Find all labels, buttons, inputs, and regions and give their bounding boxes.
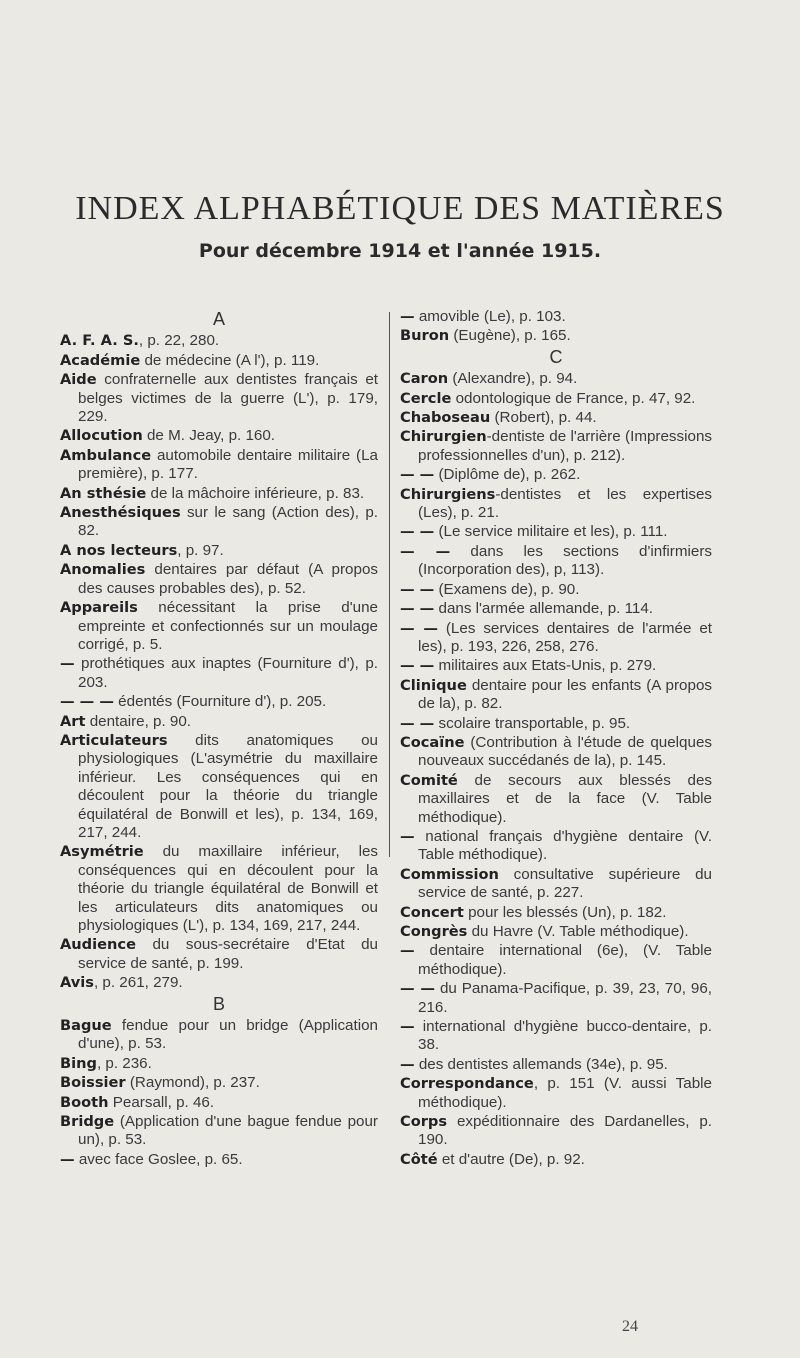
entry-text: (Robert), p. 44. xyxy=(490,409,597,427)
index-entry xyxy=(60,1074,378,1092)
entry-text: dits anatomiques ou physiologiques (L'asymétrie du maxillaire inférieur. Les conséquences qui en découlent pour la théorie du triangle équilatéral de Bonwill et les), p. 134, 169, 217, 244. xyxy=(78,731,378,841)
index-entry xyxy=(400,1018,712,1055)
entry-text: (Raymond), p. 237. xyxy=(125,1074,260,1092)
entry-heading: — xyxy=(400,1018,415,1036)
entry-text: scolaire transportable, p. 95. xyxy=(434,714,631,732)
entry-text: (Contribution à l'étude de quelques nouveaux succédanés de la), p. 145. xyxy=(418,733,712,770)
section-letter: A xyxy=(212,309,225,329)
entry-heading: — — xyxy=(400,600,435,618)
index-entry xyxy=(400,980,712,1017)
entry-heading: — — xyxy=(400,580,435,598)
entry-text: expéditionnaire des Dardanelles, p. 190. xyxy=(418,1113,712,1149)
entry-heading: Ambulance xyxy=(60,446,152,464)
index-entry xyxy=(400,1075,712,1112)
entry-heading: Aide xyxy=(60,371,97,389)
entry-text: des dentistes allemands (34e), p. 95. xyxy=(414,1055,668,1073)
index-entry xyxy=(60,561,378,598)
entry-text: (Les services dentaires de l'armée et les), p. 193, 226, 258, 276. xyxy=(418,619,713,655)
entry-text: dans l'armée allemande, p. 114. xyxy=(434,600,654,618)
entry-text: pour les blessés (Un), p. 182. xyxy=(463,903,667,921)
entry-text: , p. 97. xyxy=(177,541,224,559)
section-letter: C xyxy=(549,346,563,367)
page-subtitle: Pour décembre 1914 et l'année 1915. xyxy=(198,240,602,262)
entry-heading: — — — xyxy=(60,693,114,711)
entry-heading: Audience xyxy=(60,936,136,954)
entry-text: sur le sang (Action des), p. 82. xyxy=(78,504,378,540)
index-entry xyxy=(60,843,378,935)
entry-heading: Cercle xyxy=(400,389,452,407)
entry-heading: Côté xyxy=(400,1150,438,1168)
entry-text: national français d'hygiène dentaire (V. Table méthodique). xyxy=(414,827,712,864)
index-entry xyxy=(60,732,378,842)
entry-text: édentés (Fourniture d'), p. 205. xyxy=(113,693,327,711)
entry-heading: Bridge xyxy=(60,1113,115,1131)
entry-text: dentaires par défaut (A propos des causes probables des), p. 52. xyxy=(78,561,378,597)
index-entry xyxy=(400,1056,712,1074)
entry-heading: — xyxy=(400,1055,415,1073)
index-entry xyxy=(60,1113,378,1150)
entry-heading: — xyxy=(60,1150,75,1168)
entry-text: de secours aux blessés des maxillaires et de la face (V. Table méthodique). xyxy=(418,771,712,826)
entry-heading: Caron xyxy=(400,370,449,388)
entry-text: -dentiste de l'arrière (Impressions professionnelles d'un), p. 212). xyxy=(418,428,712,464)
entry-heading: Comité xyxy=(400,771,458,789)
index-entry xyxy=(60,1017,378,1054)
index-entry xyxy=(400,923,712,941)
index-entry xyxy=(400,866,712,903)
section-letter: B xyxy=(212,993,225,1014)
entry-text: fendue pour un bridge (Application d'une), p. 53. xyxy=(78,1017,378,1053)
entry-heading: A. F. A. S. xyxy=(60,332,139,350)
entry-heading: — — xyxy=(400,714,435,732)
entry-heading: Anesthésiques xyxy=(60,504,181,522)
entry-heading: Anomalies xyxy=(60,561,146,579)
index-entry xyxy=(400,581,712,599)
entry-heading: — — xyxy=(400,619,438,637)
index-entry xyxy=(400,828,712,865)
entry-text: Pearsall, p. 46. xyxy=(108,1093,215,1111)
entry-text: de M. Jeay, p. 160. xyxy=(142,427,276,445)
entry-text: dans les sections d'infirmiers (Incorporation des), p, 113). xyxy=(418,542,712,579)
entry-text: amovible (Le), p. 103. xyxy=(414,308,566,325)
index-entry xyxy=(60,974,378,992)
entry-text: dentaire international (6e), (V. Table méthodique). xyxy=(414,942,712,978)
entry-heading: — — xyxy=(400,657,435,675)
index-entry xyxy=(60,427,378,445)
entry-text: dentaire pour les enfants (A propos de la), p. 82. xyxy=(418,676,712,713)
index-entry xyxy=(60,655,378,692)
entry-heading: — — xyxy=(400,466,435,484)
entry-text: , p. 236. xyxy=(96,1054,152,1072)
entry-heading: Corps xyxy=(400,1113,448,1131)
entry-heading: Booth xyxy=(60,1093,109,1111)
entry-heading: — — xyxy=(400,523,435,541)
entry-text: de médecine (A l'), p. 119. xyxy=(140,351,320,369)
entry-heading: — xyxy=(60,655,75,673)
index-entry xyxy=(60,1055,378,1073)
index-column-left xyxy=(60,308,378,1170)
index-entry xyxy=(400,327,712,345)
entry-heading: Articulateurs xyxy=(60,731,168,749)
entry-heading: — xyxy=(400,942,415,960)
entry-heading: Avis xyxy=(60,974,94,992)
entry-heading: Commission xyxy=(400,865,499,883)
index-entry xyxy=(400,486,712,523)
entry-heading: Cocaïne xyxy=(400,733,465,751)
entry-heading: An sthésie xyxy=(60,484,147,502)
index-column-right xyxy=(400,308,712,1170)
index-entry xyxy=(400,942,712,979)
entry-text: (Eugène), p. 165. xyxy=(449,327,571,345)
entry-text: , p. 261, 279. xyxy=(93,974,183,992)
entry-heading: — — xyxy=(400,542,451,560)
entry-text: du maxillaire inférieur, les conséquences qui en découlent pour la théorie du triangle équilatéral de Bonwill et les articulateurs dits anatomiques ou physiologiques (L'), p. 134, 169, 217, 244. xyxy=(78,843,378,934)
entry-text: , p. 22, 280. xyxy=(138,332,220,350)
entry-text: et d'autre (De), p. 92. xyxy=(437,1150,585,1168)
entry-text: (Examens de), p. 90. xyxy=(434,580,580,598)
entry-heading: Chaboseau xyxy=(400,409,491,427)
index-entry xyxy=(60,713,378,731)
index-entry xyxy=(400,734,712,771)
entry-text: confraternelle aux dentistes français et belges victimes de la guerre (L'), p. 179, 229. xyxy=(78,371,378,426)
index-entry xyxy=(400,543,712,580)
entry-text: consultative supérieure du service de santé, p. 227. xyxy=(418,865,712,902)
index-entry xyxy=(400,657,712,675)
index-entry xyxy=(400,370,712,388)
entry-text: nécessitant la prise d'une empreinte et confectionnés sur un moulage corrigé, p. 5. xyxy=(78,599,378,653)
index-entry xyxy=(60,542,378,560)
index-entry xyxy=(400,600,712,618)
index-entry xyxy=(400,772,712,827)
index-entry xyxy=(60,352,378,370)
index-entry xyxy=(60,599,378,654)
page-title: INDEX ALPHABÉTIQUE DES MATIÈRES xyxy=(75,190,725,227)
index-entry xyxy=(400,390,712,408)
index-entry xyxy=(400,620,712,657)
index-entry xyxy=(400,904,712,922)
entry-heading: — xyxy=(400,827,415,845)
entry-heading: Asymétrie xyxy=(60,843,144,861)
index-entry xyxy=(400,1151,712,1169)
entry-text: du Panama-Pacifique, p. 39, 23, 70, 96, 216. xyxy=(418,980,712,1016)
entry-text: (Application d'une bague fendue pour un), p. 53. xyxy=(78,1113,378,1149)
entry-heading: Appareils xyxy=(60,599,138,617)
index-entry xyxy=(400,428,712,465)
entry-heading: Correspondance xyxy=(400,1075,534,1093)
index-entry xyxy=(400,1113,712,1150)
entry-text: de la mâchoire inférieure, p. 83. xyxy=(146,484,365,502)
index-entry xyxy=(60,485,378,503)
index-entry xyxy=(60,1151,378,1169)
entry-text: dentaire, p. 90. xyxy=(85,712,192,730)
index-entry xyxy=(60,504,378,541)
entry-heading: — — xyxy=(400,980,435,998)
index-entry xyxy=(400,523,712,541)
entry-text: avec face Goslee, p. 65. xyxy=(74,1150,243,1168)
entry-text: (Alexandre), p. 94. xyxy=(448,370,578,388)
index-entry xyxy=(60,332,378,350)
entry-text: (Diplôme de), p. 262. xyxy=(434,466,581,484)
entry-heading: Bague xyxy=(60,1017,112,1035)
index-entry xyxy=(400,308,712,326)
entry-heading: Allocution xyxy=(60,427,143,445)
entry-text: -dentistes et les expertises (Les), p. 21. xyxy=(418,485,712,522)
entry-text: odontologique de France, p. 47, 92. xyxy=(451,389,696,407)
entry-heading: Buron xyxy=(400,327,450,345)
entry-heading: — xyxy=(400,308,415,325)
column-divider xyxy=(389,312,390,857)
entry-text: , p. 151 (V. aussi Table méthodique). xyxy=(418,1075,712,1111)
entry-heading: Académie xyxy=(60,351,141,369)
entry-text: du sous-secrétaire d'Etat du service de santé, p. 199. xyxy=(78,936,378,972)
entry-text: prothétiques aux inaptes (Fourniture d'), p. 203. xyxy=(74,655,378,691)
entry-text: international d'hygiène bucco-dentaire, p. 38. xyxy=(414,1018,712,1054)
entry-text: (Le service militaire et les), p. 111. xyxy=(434,523,668,541)
entry-text: automobile dentaire militaire (La première), p. 177. xyxy=(78,446,378,483)
entry-heading: Clinique xyxy=(400,676,467,694)
page-number: 24 xyxy=(622,1318,638,1335)
index-entry xyxy=(60,693,378,711)
index-entry xyxy=(60,936,378,973)
entry-heading: Congrès xyxy=(400,923,468,940)
entry-heading: Concert xyxy=(400,903,464,921)
index-entry xyxy=(60,1094,378,1112)
entry-heading: Bing xyxy=(60,1054,97,1072)
entry-heading: A nos lecteurs xyxy=(60,541,178,559)
index-entry xyxy=(400,466,712,484)
index-entry xyxy=(60,371,378,426)
entry-heading: Chirurgiens xyxy=(400,485,496,503)
index-entry xyxy=(400,677,712,714)
entry-heading: Art xyxy=(60,712,86,730)
entry-text: militaires aux Etats-Unis, p. 279. xyxy=(434,657,657,675)
index-entry xyxy=(60,447,378,484)
entry-text: du Havre (V. Table méthodique). xyxy=(467,923,689,940)
entry-heading: Chirurgien xyxy=(400,428,487,446)
index-entry xyxy=(400,715,712,733)
index-entry xyxy=(400,409,712,427)
entry-heading: Boissier xyxy=(60,1074,126,1092)
